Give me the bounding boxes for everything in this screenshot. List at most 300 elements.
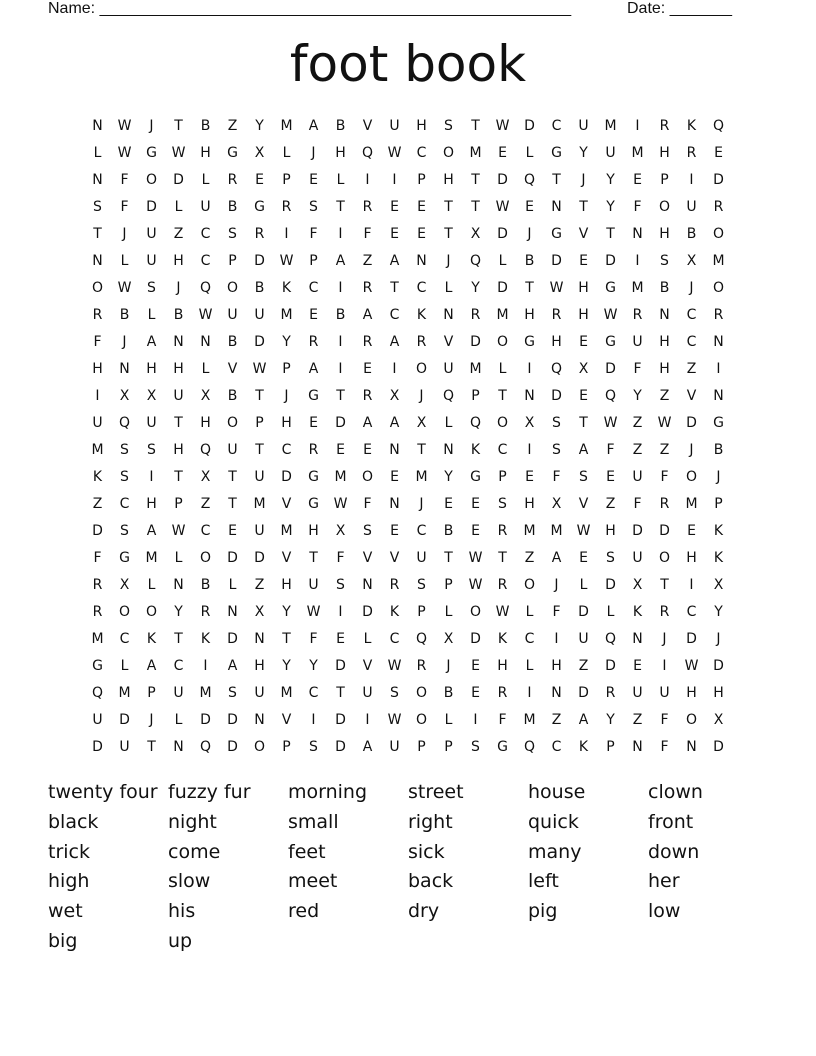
grid-letter[interactable]: O <box>496 414 509 431</box>
grid-letter[interactable]: I <box>527 360 532 377</box>
grid-letter[interactable]: G <box>308 468 319 485</box>
grid-letter[interactable]: I <box>527 684 532 701</box>
grid-letter[interactable]: G <box>551 225 562 242</box>
grid-letter[interactable]: H <box>173 441 184 458</box>
grid-letter[interactable]: F <box>363 225 372 242</box>
grid-letter[interactable]: L <box>120 252 129 269</box>
grid-letter[interactable]: M <box>523 711 536 728</box>
grid-letter[interactable]: A <box>308 360 319 377</box>
grid-letter[interactable]: F <box>660 468 669 485</box>
grid-letter[interactable]: W <box>495 603 510 620</box>
grid-letter[interactable]: B <box>686 225 697 242</box>
grid-letter[interactable]: T <box>498 549 507 566</box>
grid-letter[interactable]: Q <box>604 630 617 647</box>
grid-letter[interactable]: W <box>198 306 213 323</box>
grid-letter[interactable]: B <box>200 117 211 134</box>
grid-letter[interactable]: D <box>686 630 697 647</box>
grid-letter[interactable]: G <box>308 495 319 512</box>
grid-letter[interactable]: E <box>579 252 588 269</box>
grid-letter[interactable]: F <box>552 468 561 485</box>
grid-letter[interactable]: R <box>227 171 238 188</box>
grid-letter[interactable]: P <box>444 738 453 755</box>
grid-letter[interactable]: J <box>122 333 127 350</box>
grid-letter[interactable]: W <box>684 657 699 674</box>
grid-letter[interactable]: S <box>93 198 102 215</box>
grid-letter[interactable]: C <box>308 684 319 701</box>
grid-letter[interactable]: T <box>174 117 183 134</box>
grid-letter[interactable]: D <box>362 603 373 620</box>
grid-letter[interactable]: J <box>311 144 316 161</box>
grid-letter[interactable]: E <box>255 171 264 188</box>
grid-letter[interactable]: H <box>605 522 616 539</box>
grid-letter[interactable]: E <box>363 360 372 377</box>
grid-letter[interactable]: R <box>497 576 508 593</box>
grid-letter[interactable]: A <box>362 414 373 431</box>
grid-letter[interactable]: D <box>605 657 616 674</box>
grid-letter[interactable]: C <box>686 603 697 620</box>
grid-letter[interactable]: G <box>92 657 103 674</box>
grid-letter[interactable]: D <box>713 171 724 188</box>
grid-letter[interactable]: J <box>554 576 559 593</box>
grid-letter[interactable]: W <box>252 360 267 377</box>
grid-letter[interactable]: C <box>416 144 427 161</box>
grid-letter[interactable]: J <box>716 468 721 485</box>
grid-letter[interactable]: Y <box>174 603 183 620</box>
grid-letter[interactable]: A <box>308 117 319 134</box>
grid-letter[interactable]: R <box>362 333 373 350</box>
grid-letter[interactable]: V <box>686 387 697 404</box>
grid-letter[interactable]: D <box>713 738 724 755</box>
grid-letter[interactable]: V <box>362 549 373 566</box>
grid-letter[interactable]: N <box>551 198 562 215</box>
grid-letter[interactable]: U <box>146 225 157 242</box>
grid-letter[interactable]: X <box>524 414 535 431</box>
grid-letter[interactable]: M <box>145 549 158 566</box>
grid-letter[interactable]: U <box>173 387 184 404</box>
grid-letter[interactable]: Q <box>469 252 482 269</box>
grid-letter[interactable]: R <box>254 225 265 242</box>
grid-letter[interactable]: B <box>227 387 238 404</box>
grid-letter[interactable]: D <box>470 333 481 350</box>
grid-letter[interactable]: F <box>633 360 642 377</box>
grid-letter[interactable]: Q <box>415 630 428 647</box>
grid-letter[interactable]: X <box>200 387 211 404</box>
grid-letter[interactable]: U <box>632 549 643 566</box>
grid-letter[interactable]: X <box>254 144 265 161</box>
grid-letter[interactable]: T <box>579 198 588 215</box>
grid-letter[interactable]: L <box>363 630 372 647</box>
grid-letter[interactable]: X <box>416 414 427 431</box>
grid-letter[interactable]: H <box>524 495 535 512</box>
grid-letter[interactable]: F <box>309 225 318 242</box>
grid-letter[interactable]: Q <box>91 684 104 701</box>
grid-letter[interactable]: Z <box>632 711 643 728</box>
grid-letter[interactable]: B <box>443 522 454 539</box>
grid-letter[interactable]: M <box>280 522 293 539</box>
grid-letter[interactable]: Y <box>282 603 291 620</box>
grid-letter[interactable]: O <box>226 279 239 296</box>
grid-letter[interactable]: D <box>335 711 346 728</box>
grid-letter[interactable]: D <box>92 738 103 755</box>
grid-letter[interactable]: N <box>416 252 427 269</box>
grid-letter[interactable]: I <box>716 360 721 377</box>
grid-letter[interactable]: J <box>662 630 667 647</box>
grid-letter[interactable]: D <box>605 576 616 593</box>
grid-letter[interactable]: G <box>497 738 508 755</box>
grid-letter[interactable]: Z <box>524 549 535 566</box>
grid-letter[interactable]: F <box>120 171 129 188</box>
grid-letter[interactable]: P <box>417 738 426 755</box>
grid-letter[interactable]: D <box>119 711 130 728</box>
grid-letter[interactable]: N <box>632 225 643 242</box>
grid-letter[interactable]: L <box>336 171 345 188</box>
grid-letter[interactable]: S <box>579 468 588 485</box>
grid-letter[interactable]: C <box>200 252 211 269</box>
grid-letter[interactable]: T <box>93 225 102 242</box>
grid-letter[interactable]: U <box>92 711 103 728</box>
grid-letter[interactable]: M <box>199 684 212 701</box>
grid-letter[interactable]: E <box>471 657 480 674</box>
grid-letter[interactable]: E <box>579 387 588 404</box>
grid-letter[interactable]: S <box>498 495 507 512</box>
grid-letter[interactable]: N <box>92 252 103 269</box>
grid-letter[interactable]: F <box>120 198 129 215</box>
grid-letter[interactable]: J <box>419 387 424 404</box>
grid-letter[interactable]: F <box>309 630 318 647</box>
grid-letter[interactable]: G <box>119 549 130 566</box>
grid-letter[interactable]: O <box>415 360 428 377</box>
grid-letter[interactable]: X <box>443 630 454 647</box>
grid-letter[interactable]: D <box>227 630 238 647</box>
grid-letter[interactable]: V <box>443 333 454 350</box>
grid-letter[interactable]: J <box>122 225 127 242</box>
grid-letter[interactable]: D <box>227 738 238 755</box>
grid-letter[interactable]: O <box>226 414 239 431</box>
grid-letter[interactable]: X <box>254 603 265 620</box>
grid-letter[interactable]: N <box>443 306 454 323</box>
grid-letter[interactable]: P <box>282 171 291 188</box>
grid-letter[interactable]: A <box>335 252 346 269</box>
grid-letter[interactable]: T <box>174 630 183 647</box>
grid-letter[interactable]: C <box>551 117 562 134</box>
grid-letter[interactable]: M <box>334 468 347 485</box>
grid-letter[interactable]: C <box>200 225 211 242</box>
grid-letter[interactable]: N <box>632 630 643 647</box>
grid-letter[interactable]: P <box>282 738 291 755</box>
grid-letter[interactable]: O <box>118 603 131 620</box>
grid-letter[interactable]: E <box>687 522 696 539</box>
grid-letter[interactable]: S <box>552 441 561 458</box>
grid-letter[interactable]: R <box>416 333 427 350</box>
grid-letter[interactable]: D <box>578 603 589 620</box>
grid-letter[interactable]: W <box>171 144 186 161</box>
grid-letter[interactable]: M <box>604 117 617 134</box>
grid-letter[interactable]: P <box>255 414 264 431</box>
grid-letter[interactable]: W <box>387 144 402 161</box>
grid-letter[interactable]: F <box>336 549 345 566</box>
grid-letter[interactable]: Y <box>606 171 615 188</box>
grid-letter[interactable]: M <box>280 306 293 323</box>
grid-letter[interactable]: O <box>658 549 671 566</box>
grid-letter[interactable]: L <box>579 576 588 593</box>
grid-letter[interactable]: Q <box>550 360 563 377</box>
grid-letter[interactable]: D <box>605 360 616 377</box>
grid-letter[interactable]: G <box>254 198 265 215</box>
grid-letter[interactable]: S <box>417 576 426 593</box>
grid-letter[interactable]: C <box>551 738 562 755</box>
grid-letter[interactable]: P <box>417 603 426 620</box>
grid-letter[interactable]: U <box>632 333 643 350</box>
grid-letter[interactable]: D <box>551 387 562 404</box>
grid-letter[interactable]: H <box>551 333 562 350</box>
grid-letter[interactable]: D <box>497 225 508 242</box>
grid-letter[interactable]: O <box>523 576 536 593</box>
grid-letter[interactable]: R <box>713 198 724 215</box>
grid-letter[interactable]: U <box>200 198 211 215</box>
grid-letter[interactable]: H <box>173 360 184 377</box>
grid-letter[interactable]: P <box>471 387 480 404</box>
grid-letter[interactable]: H <box>146 360 157 377</box>
grid-letter[interactable]: Q <box>523 171 536 188</box>
grid-letter[interactable]: M <box>712 252 725 269</box>
grid-letter[interactable]: E <box>579 549 588 566</box>
grid-letter[interactable]: C <box>524 630 535 647</box>
grid-letter[interactable]: D <box>713 657 724 674</box>
grid-letter[interactable]: N <box>362 576 373 593</box>
grid-letter[interactable]: L <box>498 360 507 377</box>
grid-letter[interactable]: H <box>281 414 292 431</box>
grid-letter[interactable]: U <box>227 441 238 458</box>
grid-letter[interactable]: J <box>149 711 154 728</box>
grid-letter[interactable]: R <box>470 306 481 323</box>
grid-letter[interactable]: E <box>336 441 345 458</box>
grid-letter[interactable]: O <box>199 549 212 566</box>
grid-letter[interactable]: J <box>689 279 694 296</box>
grid-letter[interactable]: D <box>173 171 184 188</box>
grid-letter[interactable]: E <box>498 144 507 161</box>
grid-letter[interactable]: E <box>390 198 399 215</box>
grid-letter[interactable]: L <box>228 576 237 593</box>
grid-letter[interactable]: A <box>146 333 157 350</box>
grid-letter[interactable]: X <box>119 387 130 404</box>
grid-letter[interactable]: Q <box>712 117 725 134</box>
grid-letter[interactable]: N <box>173 738 184 755</box>
grid-letter[interactable]: Y <box>606 711 615 728</box>
grid-letter[interactable]: O <box>712 225 725 242</box>
grid-letter[interactable]: O <box>145 171 158 188</box>
grid-letter[interactable]: N <box>686 738 697 755</box>
grid-letter[interactable]: T <box>606 225 615 242</box>
grid-letter[interactable]: K <box>389 603 400 620</box>
grid-letter[interactable]: H <box>659 333 670 350</box>
grid-letter[interactable]: W <box>117 279 132 296</box>
grid-letter[interactable]: B <box>524 252 535 269</box>
grid-letter[interactable]: P <box>417 171 426 188</box>
grid-letter[interactable]: C <box>497 441 508 458</box>
grid-letter[interactable]: D <box>470 630 481 647</box>
grid-letter[interactable]: T <box>390 279 399 296</box>
grid-letter[interactable]: Q <box>199 441 212 458</box>
grid-letter[interactable]: P <box>228 252 237 269</box>
grid-letter[interactable]: O <box>91 279 104 296</box>
grid-letter[interactable]: B <box>443 684 454 701</box>
grid-letter[interactable]: A <box>578 441 589 458</box>
grid-letter[interactable]: H <box>416 117 427 134</box>
grid-letter[interactable]: H <box>659 144 670 161</box>
grid-letter[interactable]: Q <box>118 414 131 431</box>
grid-letter[interactable]: M <box>469 360 482 377</box>
grid-letter[interactable]: P <box>444 576 453 593</box>
grid-letter[interactable]: E <box>633 171 642 188</box>
grid-letter[interactable]: U <box>92 414 103 431</box>
grid-letter[interactable]: U <box>362 684 373 701</box>
grid-letter[interactable]: K <box>578 738 589 755</box>
grid-letter[interactable]: A <box>146 657 157 674</box>
grid-letter[interactable]: A <box>227 657 238 674</box>
grid-letter[interactable]: B <box>119 306 130 323</box>
grid-letter[interactable]: G <box>551 144 562 161</box>
grid-letter[interactable]: I <box>338 360 343 377</box>
grid-letter[interactable]: E <box>606 468 615 485</box>
grid-letter[interactable]: X <box>713 711 724 728</box>
grid-letter[interactable]: W <box>495 198 510 215</box>
grid-letter[interactable]: T <box>174 468 183 485</box>
grid-letter[interactable]: B <box>254 279 265 296</box>
grid-letter[interactable]: R <box>92 306 103 323</box>
grid-letter[interactable]: F <box>93 549 102 566</box>
grid-letter[interactable]: Z <box>659 387 670 404</box>
grid-letter[interactable]: R <box>632 306 643 323</box>
grid-letter[interactable]: S <box>120 441 129 458</box>
grid-letter[interactable]: L <box>93 144 102 161</box>
grid-letter[interactable]: M <box>496 306 509 323</box>
grid-letter[interactable]: I <box>338 225 343 242</box>
grid-letter[interactable]: D <box>551 252 562 269</box>
grid-letter[interactable]: H <box>497 657 508 674</box>
grid-letter[interactable]: U <box>173 684 184 701</box>
grid-letter[interactable]: H <box>551 657 562 674</box>
grid-letter[interactable]: F <box>552 603 561 620</box>
grid-letter[interactable]: D <box>227 711 238 728</box>
grid-letter[interactable]: Z <box>551 711 562 728</box>
grid-letter[interactable]: U <box>146 414 157 431</box>
grid-letter[interactable]: X <box>578 360 589 377</box>
grid-letter[interactable]: H <box>659 360 670 377</box>
grid-letter[interactable]: K <box>713 522 724 539</box>
grid-letter[interactable]: U <box>254 684 265 701</box>
grid-letter[interactable]: W <box>279 252 294 269</box>
grid-letter[interactable]: T <box>471 198 480 215</box>
grid-letter[interactable]: C <box>416 279 427 296</box>
grid-letter[interactable]: T <box>444 198 453 215</box>
grid-letter[interactable]: V <box>281 711 292 728</box>
grid-letter[interactable]: C <box>119 630 130 647</box>
grid-letter[interactable]: J <box>581 171 586 188</box>
grid-letter[interactable]: O <box>442 144 455 161</box>
grid-letter[interactable]: H <box>578 306 589 323</box>
grid-letter[interactable]: S <box>444 117 453 134</box>
grid-letter[interactable]: U <box>659 684 670 701</box>
grid-letter[interactable]: N <box>227 603 238 620</box>
grid-letter[interactable]: U <box>578 630 589 647</box>
grid-letter[interactable]: E <box>390 225 399 242</box>
grid-letter[interactable]: U <box>146 252 157 269</box>
grid-letter[interactable]: T <box>579 414 588 431</box>
grid-letter[interactable]: U <box>632 468 643 485</box>
grid-letter[interactable]: N <box>173 576 184 593</box>
grid-letter[interactable]: J <box>284 387 289 404</box>
grid-letter[interactable]: P <box>282 360 291 377</box>
grid-letter[interactable]: L <box>525 144 534 161</box>
grid-letter[interactable]: Y <box>309 657 318 674</box>
grid-letter[interactable]: F <box>633 198 642 215</box>
grid-letter[interactable]: Z <box>632 441 643 458</box>
grid-letter[interactable]: S <box>120 468 129 485</box>
grid-letter[interactable]: R <box>605 684 616 701</box>
grid-letter[interactable]: T <box>309 549 318 566</box>
grid-letter[interactable]: M <box>280 684 293 701</box>
grid-letter[interactable]: A <box>362 306 373 323</box>
grid-letter[interactable]: R <box>497 522 508 539</box>
grid-letter[interactable]: X <box>335 522 346 539</box>
grid-letter[interactable]: C <box>200 522 211 539</box>
grid-letter[interactable]: O <box>361 468 374 485</box>
grid-letter[interactable]: U <box>686 198 697 215</box>
grid-letter[interactable]: L <box>120 657 129 674</box>
grid-letter[interactable]: F <box>363 495 372 512</box>
grid-letter[interactable]: K <box>281 279 292 296</box>
grid-letter[interactable]: D <box>254 252 265 269</box>
grid-letter[interactable]: A <box>389 252 400 269</box>
grid-letter[interactable]: B <box>335 117 346 134</box>
grid-letter[interactable]: W <box>576 522 591 539</box>
grid-letter[interactable]: M <box>523 522 536 539</box>
grid-letter[interactable]: B <box>659 279 670 296</box>
grid-letter[interactable]: N <box>551 684 562 701</box>
grid-letter[interactable]: C <box>416 522 427 539</box>
grid-letter[interactable]: E <box>417 198 426 215</box>
grid-letter[interactable]: I <box>473 711 478 728</box>
grid-letter[interactable]: R <box>713 306 724 323</box>
grid-letter[interactable]: N <box>254 711 265 728</box>
grid-letter[interactable]: H <box>281 576 292 593</box>
grid-letter[interactable]: Q <box>469 414 482 431</box>
grid-letter[interactable]: Y <box>282 657 291 674</box>
grid-letter[interactable]: Q <box>199 738 212 755</box>
grid-letter[interactable]: X <box>713 576 724 593</box>
grid-letter[interactable]: Z <box>578 657 589 674</box>
grid-letter[interactable]: X <box>146 387 157 404</box>
grid-letter[interactable]: L <box>444 711 453 728</box>
grid-letter[interactable]: G <box>605 279 616 296</box>
grid-letter[interactable]: A <box>578 711 589 728</box>
grid-letter[interactable]: S <box>660 252 669 269</box>
grid-letter[interactable]: Y <box>579 144 588 161</box>
grid-letter[interactable]: Q <box>442 387 455 404</box>
grid-letter[interactable]: I <box>311 711 316 728</box>
grid-letter[interactable]: U <box>605 144 616 161</box>
grid-letter[interactable]: N <box>713 333 724 350</box>
grid-letter[interactable]: W <box>117 117 132 134</box>
grid-letter[interactable]: H <box>578 279 589 296</box>
grid-letter[interactable]: T <box>417 441 426 458</box>
grid-letter[interactable]: L <box>174 549 183 566</box>
grid-letter[interactable]: L <box>174 711 183 728</box>
grid-letter[interactable]: X <box>200 468 211 485</box>
grid-letter[interactable]: W <box>495 117 510 134</box>
grid-letter[interactable]: I <box>338 603 343 620</box>
grid-letter[interactable]: I <box>662 657 667 674</box>
